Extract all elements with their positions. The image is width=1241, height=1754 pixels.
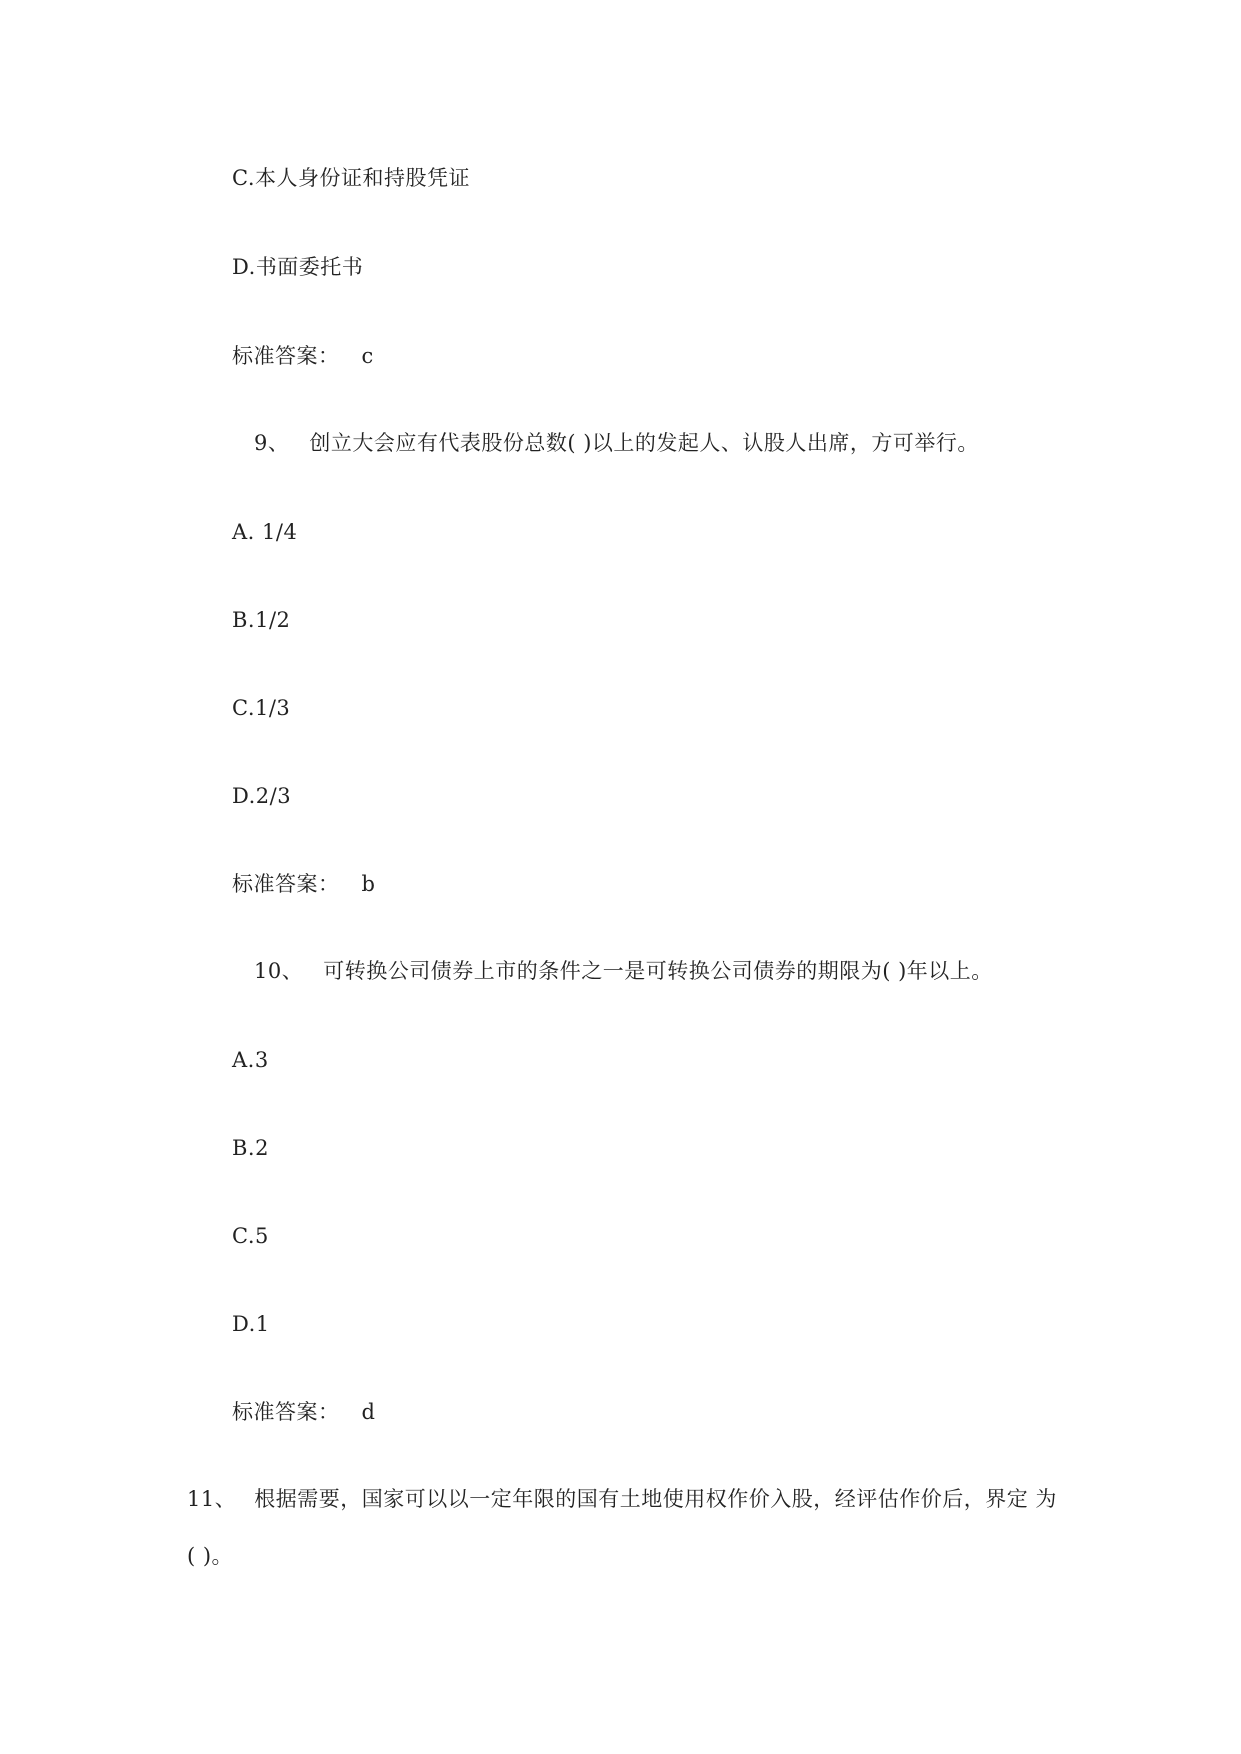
option-d: D.书面委托书 — [232, 255, 364, 279]
option-b: B.1/2 — [232, 608, 291, 632]
answer-label: 标准答案： — [232, 872, 340, 896]
answer-label: 标准答案： — [232, 1400, 340, 1424]
standard-answer — [232, 869, 375, 899]
answer-value: d — [361, 1400, 376, 1424]
question-10 — [254, 956, 993, 986]
question-9 — [254, 428, 979, 458]
question-number: 9、 — [254, 431, 290, 455]
question-11 — [187, 1484, 1057, 1514]
option-c: C.1/3 — [232, 696, 291, 720]
question-number: 11、 — [187, 1487, 237, 1511]
option-c: C.5 — [232, 1224, 269, 1248]
answer-value: b — [361, 872, 376, 896]
standard-answer — [232, 1397, 375, 1427]
answer-value: c — [361, 344, 374, 368]
question-text: 可转换公司债券上市的条件之一是可转换公司债券的期限为( )年以上。 — [323, 959, 993, 983]
question-number: 10、 — [254, 959, 304, 983]
standard-answer — [232, 341, 374, 371]
option-d: D.2/3 — [232, 784, 292, 808]
answer-label: 标准答案： — [232, 344, 340, 368]
option-d: D.1 — [232, 1312, 270, 1336]
question-text: 创立大会应有代表股份总数( )以上的发起人、认股人出席，方可举行。 — [309, 431, 979, 455]
option-a: A.3 — [232, 1048, 269, 1072]
question-text: 根据需要，国家可以以一定年限的国有土地使用权作价入股，经评估作价后，界定 为 — [254, 1487, 1057, 1511]
option-a: A. 1/4 — [232, 520, 298, 544]
option-c: C.本人身份证和持股凭证 — [232, 166, 470, 190]
option-b: B.2 — [232, 1136, 269, 1160]
question-11-continuation: ( )。 — [187, 1544, 234, 1568]
